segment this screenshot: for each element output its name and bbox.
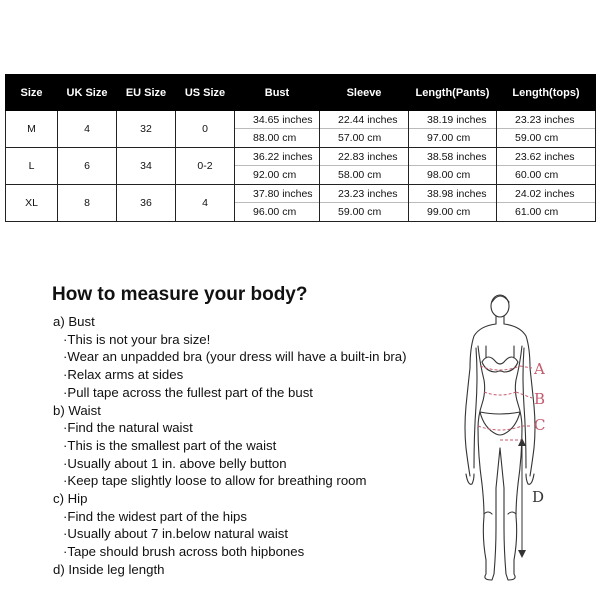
size-cell: XL <box>6 185 58 222</box>
uk-size-cell: 4 <box>58 111 117 148</box>
tops-length-cm: 60.00 cm <box>515 169 559 181</box>
table-row <box>6 185 596 222</box>
arrow-up-icon <box>518 438 526 446</box>
guide-section-heading: d) Inside leg length <box>53 561 165 577</box>
header-eu-size: EU Size <box>117 75 176 111</box>
guide-instruction-item: ·Usually about 1 in. above belly button <box>63 455 287 471</box>
size-cell: M <box>6 111 58 148</box>
pants-length-cell <box>409 148 497 185</box>
guide-instruction-item: ·Find the natural waist <box>63 420 193 436</box>
guide-section-heading: a) Bust <box>53 314 95 329</box>
guide-instruction-item: ·Wear an unpadded bra (your dress will have a built-in bra) <box>63 349 407 365</box>
body-measurement-figure <box>452 288 592 593</box>
sleeve-cell <box>320 148 409 185</box>
tops-length-cell <box>497 185 596 222</box>
bust-cell <box>235 185 320 222</box>
tops-length-cell <box>497 148 596 185</box>
pants-length-cm: 97.00 cm <box>427 132 471 144</box>
table-row <box>6 148 596 185</box>
pants-length-cm: 98.00 cm <box>427 169 471 181</box>
pants-length-inches: 38.58 inches <box>409 148 496 166</box>
label-d: D <box>532 488 545 506</box>
sleeve-cm: 58.00 cm <box>338 169 382 181</box>
label-b: B <box>534 390 546 408</box>
header-length-tops: Length(tops) <box>497 75 596 111</box>
uk-size-cell: 6 <box>58 148 117 185</box>
guide-section-heading: b) Waist <box>53 402 101 418</box>
guide-instruction-item: ·Tape should brush across both hipbones <box>63 544 305 560</box>
sleeve-inches: 22.44 inches <box>320 111 408 129</box>
tops-length-cm: 61.00 cm <box>515 206 559 218</box>
guide-title: How to measure your body? <box>52 284 308 305</box>
size-chart-table <box>5 74 596 222</box>
label-a: A <box>534 360 545 378</box>
sleeve-inches: 23.23 inches <box>320 185 408 203</box>
bust-cm: 88.00 cm <box>253 132 297 144</box>
sleeve-cm: 59.00 cm <box>338 206 382 218</box>
bust-inches: 34.65 inches <box>235 111 319 129</box>
pants-length-inches: 38.98 inches <box>409 185 496 203</box>
guide-instruction-item: ·This is not your bra size! <box>63 331 211 347</box>
bust-cm: 92.00 cm <box>253 169 297 181</box>
pants-length-cell <box>409 185 497 222</box>
header-sleeve: Sleeve <box>320 75 409 111</box>
sleeve-cm: 57.00 cm <box>338 132 382 144</box>
pants-length-cm: 99.00 cm <box>427 206 471 218</box>
arrow-down-icon <box>518 550 526 558</box>
header-bust: Bust <box>235 75 320 111</box>
header-size: Size <box>6 75 58 111</box>
eu-size-cell: 34 <box>117 148 176 185</box>
header-uk-size: UK Size <box>58 75 117 111</box>
sleeve-cell <box>320 185 409 222</box>
uk-size-cell: 8 <box>58 185 117 222</box>
guide-instructions <box>53 313 407 579</box>
eu-size-cell: 32 <box>117 111 176 148</box>
bust-cell <box>235 111 320 148</box>
table-header-row <box>6 75 596 111</box>
tops-length-inches: 23.62 inches <box>497 148 595 166</box>
bust-inches: 36.22 inches <box>235 148 319 166</box>
pants-length-inches: 38.19 inches <box>409 111 496 129</box>
guide-instruction-item: ·Relax arms at sides <box>63 367 184 383</box>
table-row <box>6 111 596 148</box>
guide-instruction-item: ·Keep tape slightly loose to allow for breathing room <box>63 473 367 489</box>
us-size-cell: 4 <box>176 185 235 222</box>
sleeve-inches: 22.83 inches <box>320 148 408 166</box>
body-outline <box>465 295 535 580</box>
body-outline-graphic <box>452 288 592 588</box>
pants-length-cell <box>409 111 497 148</box>
label-c: C <box>534 416 546 434</box>
guide-instruction-item: ·Pull tape across the fullest part of the bust <box>63 384 313 400</box>
tops-length-cm: 59.00 cm <box>515 132 559 144</box>
tops-length-inches: 23.23 inches <box>497 111 595 129</box>
header-us-size: US Size <box>176 75 235 111</box>
eu-size-cell: 36 <box>117 185 176 222</box>
tops-length-cell <box>497 111 596 148</box>
size-cell: L <box>6 148 58 185</box>
us-size-cell: 0-2 <box>176 148 235 185</box>
us-size-cell: 0 <box>176 111 235 148</box>
guide-instruction-item: ·Find the widest part of the hips <box>63 508 247 524</box>
guide-section-heading: c) Hip <box>53 491 88 507</box>
bust-inches: 37.80 inches <box>235 185 319 203</box>
guide-instruction-item: ·Usually about 7 in.below natural waist <box>63 526 289 542</box>
bust-cell <box>235 148 320 185</box>
tops-length-inches: 24.02 inches <box>497 185 595 203</box>
sleeve-cell <box>320 111 409 148</box>
header-length-pants: Length(Pants) <box>409 75 497 111</box>
bust-cm: 96.00 cm <box>253 206 297 218</box>
guide-instruction-item: ·This is the smallest part of the waist <box>63 437 277 453</box>
